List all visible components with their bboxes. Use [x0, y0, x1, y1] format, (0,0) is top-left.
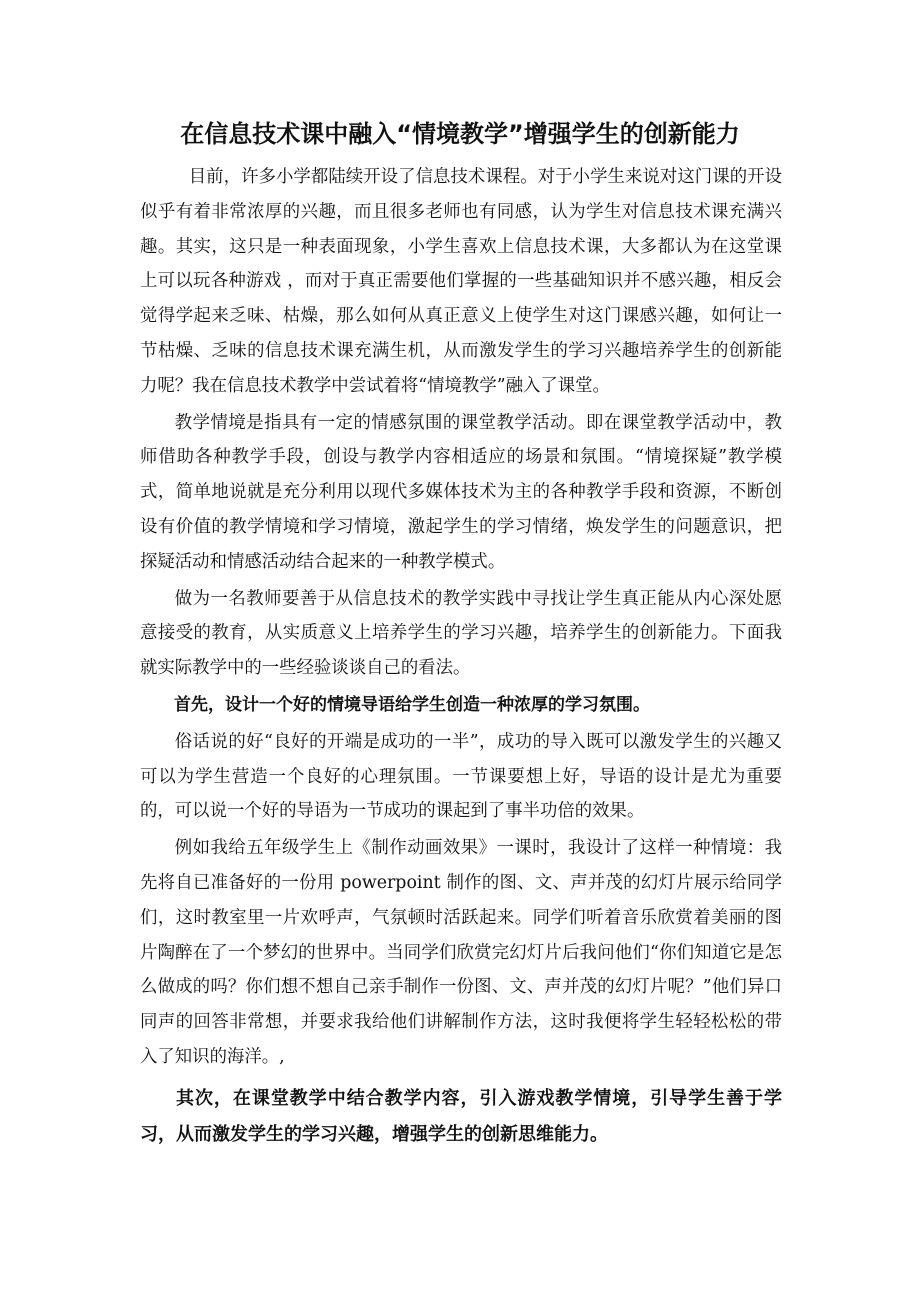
heading-second-point: 其次，在课堂教学中结合教学内容，引入游戏教学情境，引导学生善于学习，从而激发学生的学习兴趣，增强学生的创新思维能力。	[140, 1087, 782, 1145]
paragraph-teacher-role: 做为一名教师要善于从信息技术的教学实践中寻找让学生真正能从内心深处愿意接受的教育，从实质意义上培养学生的学习兴趣，培养学生的创新能力。下面我就实际教学中的一些经验谈谈自己的看法。	[140, 588, 782, 679]
paragraph-introduction-design: 俗话说的好“良好的开端是成功的一半”，成功的导入既可以激发学生的兴趣又可以为学生营造一个良好的心理氛围。一节课要想上好，导语的设计是尤为重要的，可以说一个好的导语为一节成功的课起到了事半功倍的效果。	[140, 731, 782, 822]
paragraph-example: 例如我给五年级学生上《制作动画效果》一课时，我设计了这样一种情境：我先将自已准备好的一份用 powerpoint 制作的图、文、声并茂的幻灯片展示给同学们，这时教室里一片欢呼声，气氛顿时活跃起来。同学们听着音乐欣赏着美丽的图片陶醉在了一个梦幻的世界中。当同学们欣赏完幻灯片后我问他们“你们知道它是怎么做成的吗？你们想不想自己亲手制作一份图、文、声并茂的幻灯片呢？”他们异口同声的回答非常想，并要求我给他们讲解制作方法，这时我便将学生轻轻松松的带入了知识的海洋。,	[140, 838, 782, 1067]
heading-first-point: 首先，设计一个好的情境导语给学生创造一种浓厚的学习氛围。	[174, 694, 650, 715]
document-title: 在信息技术课中融入“情境教学”增强学生的创新能力	[180, 120, 740, 148]
document-body	[140, 160, 782, 1153]
paragraph-intro: 目前，许多小学都陆续开设了信息技术课程。对于小学生来说对这门课的开设似乎有着非常浓厚的兴趣，而且很多老师也有同感，认为学生对信息技术课充满兴趣。其实，这只是一种表面现象，小学生喜欢上信息技术课，大多都认为在这堂课上可以玩各种游戏 ，而对于真正需要他们掌握的一些基础知识并不感兴趣，相反会觉得学起来乏味、枯燥，那么如何从真正意义上使学生对这门课感兴趣，如何让一节枯燥、乏味的信息技术课充满生机，从而激发学生的学习兴趣培养学生的创新能力呢？我在信息技术教学中尝试着将“情境教学”融入了课堂。	[140, 167, 782, 396]
paragraph-definition: 教学情境是指具有一定的情感氛围的课堂教学活动。即在课堂教学活动中，教师借助各种教学手段，创设与教学内容相适应的场景和氛围。“情境探疑”教学模式，简单地说就是充分利用以现代多媒体技术为主的各种教学手段和资源，不断创设有价值的教学情境和学习情境，激起学生的学习情绪，焕发学生的问题意识，把探疑活动和情感活动结合起来的一种教学模式。	[140, 412, 782, 572]
